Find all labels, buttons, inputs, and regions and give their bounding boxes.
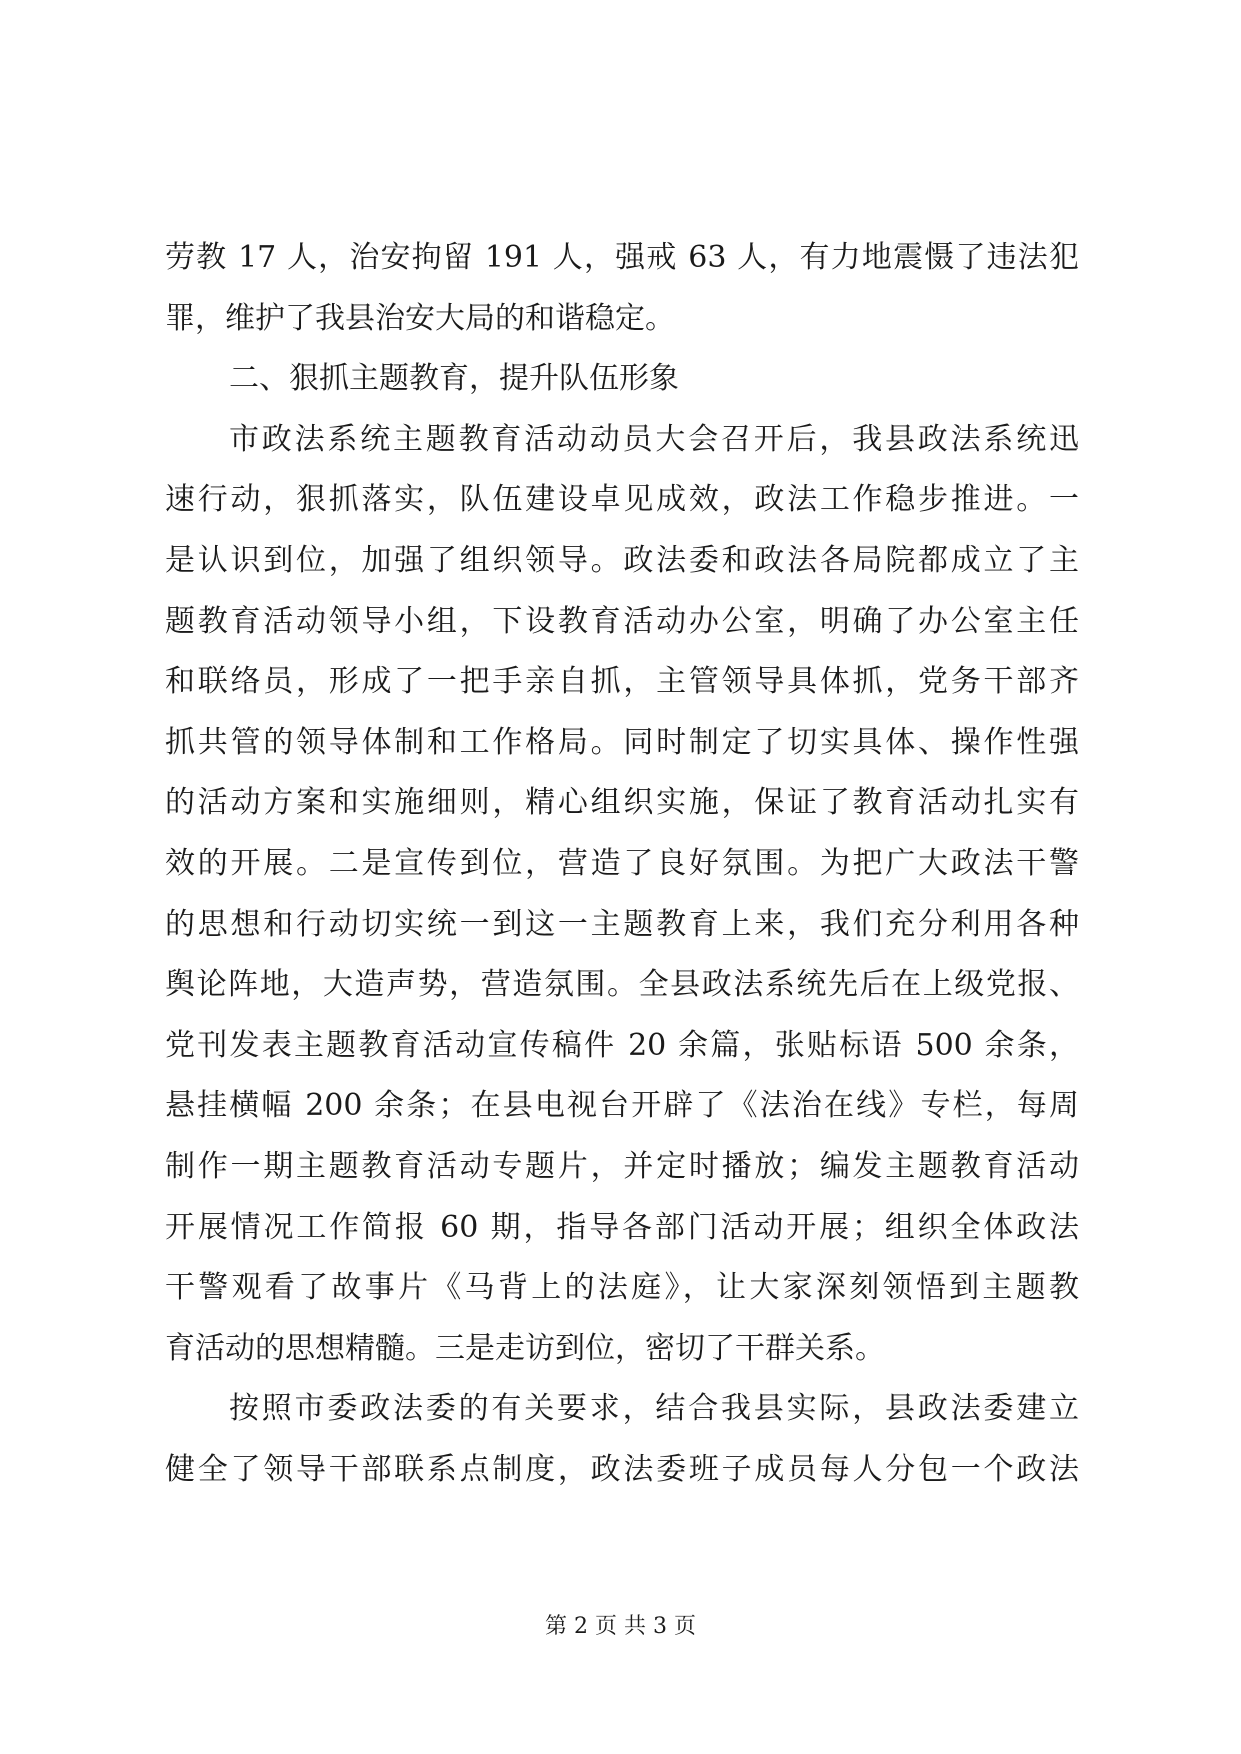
text-line: 市政法系统主题教育活动动员大会召开后，我县政法系统迅 (229, 421, 1079, 457)
text-line: 二、狠抓主题教育，提升队伍形象 (229, 361, 679, 397)
text-line: 干警观看了故事片《马背上的法庭》，让大家深刻领悟到主题教 (165, 1270, 1079, 1306)
text-line: 开展情况工作简报 60 期，指导各部门活动开展；组织全体政法 (165, 1209, 1079, 1245)
text-line: 是认识到位，加强了组织领导。政法委和政法各局院都成立了主 (165, 542, 1079, 578)
text-line: 党刊发表主题教育活动宣传稿件 20 余篇，张贴标语 500 余条， (165, 1027, 1079, 1063)
text-line: 悬挂横幅 200 余条；在县电视台开辟了《法治在线》专栏，每周 (165, 1088, 1079, 1124)
text-line: 题教育活动领导小组，下设教育活动办公室，明确了办公室主任 (165, 603, 1079, 639)
text-line: 劳教 17 人，治安拘留 191 人，强戒 63 人，有力地震慑了违法犯 (165, 240, 1079, 275)
text-line: 罪，维护了我县治安大局的和谐稳定。 (165, 300, 675, 336)
text-line: 舆论阵地，大造声势，营造氛围。全县政法系统先后在上级党报、 (165, 967, 1079, 1003)
body-text (165, 228, 1079, 1500)
text-line: 效的开展。二是宣传到位，营造了良好氛围。为把广大政法干警 (165, 845, 1079, 881)
text-line: 制作一期主题教育活动专题片，并定时播放；编发主题教育活动 (165, 1148, 1079, 1184)
page-footer: 第 2 页 共 3 页 (545, 1614, 696, 1639)
text-line: 育活动的思想精髓。三是走访到位，密切了干群关系。 (165, 1330, 885, 1366)
text-line: 速行动，狠抓落实，队伍建设卓见成效，政法工作稳步推进。一 (165, 482, 1079, 518)
text-line: 抓共管的领导体制和工作格局。同时制定了切实具体、操作性强 (165, 724, 1079, 760)
text-line: 按照市委政法委的有关要求，结合我县实际，县政法委建立 (229, 1391, 1079, 1427)
text-line: 的活动方案和实施细则，精心组织实施，保证了教育活动扎实有 (165, 785, 1079, 821)
text-line: 健全了领导干部联系点制度，政法委班子成员每人分包一个政法 (165, 1451, 1079, 1487)
text-line: 的思想和行动切实统一到这一主题教育上来，我们充分利用各种 (165, 906, 1079, 942)
text-line: 和联络员，形成了一把手亲自抓，主管领导具体抓，党务干部齐 (165, 664, 1079, 700)
